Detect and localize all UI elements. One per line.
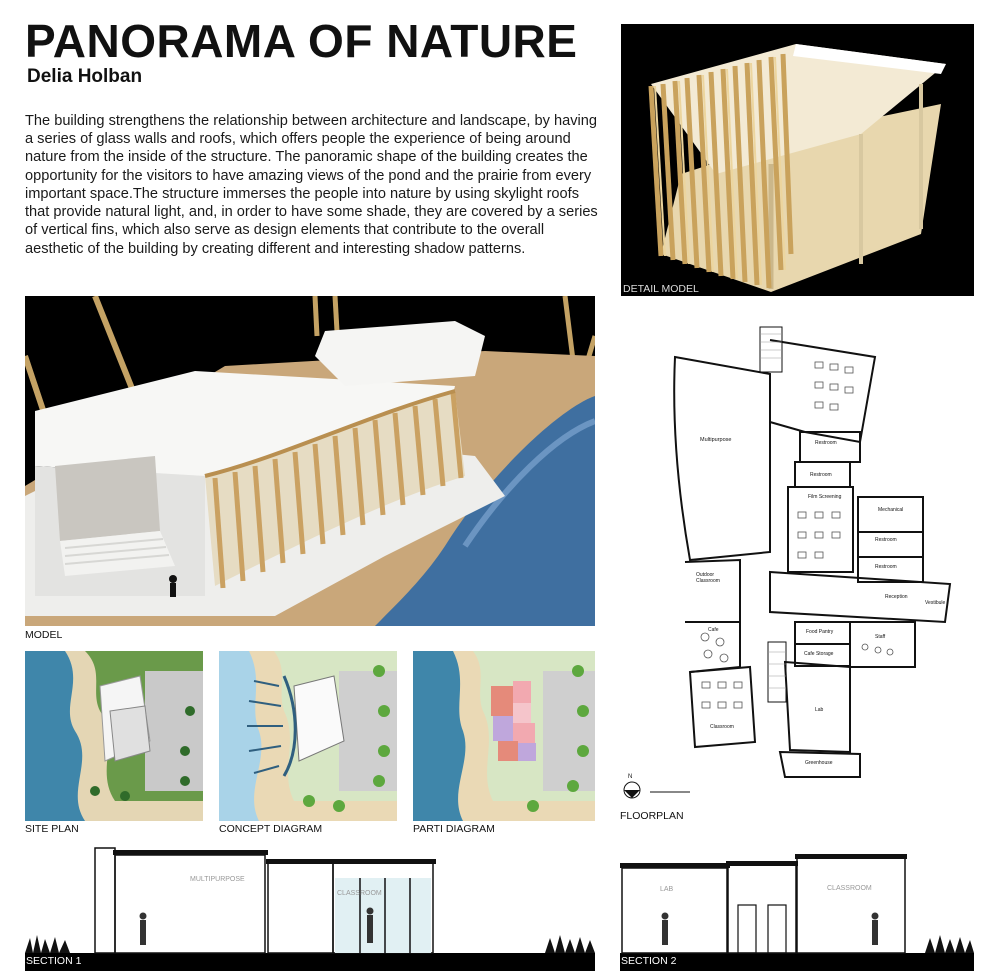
author-name: Delia Holban xyxy=(27,66,143,87)
detail-model-drawing xyxy=(621,24,974,296)
fp-restroom-d: Restroom xyxy=(875,564,897,570)
fp-cafe: Cafe xyxy=(708,627,719,633)
section1-classroom-label: CLASSROOM xyxy=(337,890,382,897)
section-2-drawing xyxy=(620,843,974,971)
fp-greenhouse: Greenhouse xyxy=(805,760,833,766)
fp-vestibule: Vestibule xyxy=(925,600,946,606)
section-2-caption: SECTION 2 xyxy=(621,955,677,967)
concept-diagram-caption: CONCEPT DIAGRAM xyxy=(219,823,323,835)
fp-reception: Reception xyxy=(885,594,908,600)
site-plan-caption: SITE PLAN xyxy=(25,823,79,835)
floorplan-caption: FLOORPLAN xyxy=(620,810,684,822)
section2-lab-label: LAB xyxy=(660,886,674,893)
floorplan-drawing xyxy=(620,322,974,802)
site-plan-image xyxy=(25,651,203,821)
fp-staff: Staff xyxy=(875,634,886,640)
fp-restroom-b: Restroom xyxy=(810,472,832,478)
concept-diagram-image xyxy=(219,651,397,821)
fp-lab: Lab xyxy=(815,707,824,713)
fp-food-pantry: Food Pantry xyxy=(806,629,834,635)
parti-diagram-caption: PARTI DIAGRAM xyxy=(413,823,495,835)
parti-diagram-image xyxy=(413,651,595,821)
project-description: The building strengthens the relationship between architecture and landscape, by having a series of glass walls and roofs, which offers people the experience of being around nature from the inside of the structure. The panoramic shape of the building creates the opportunity for the visitors to have amazing views of the pond and the prairie from every important space.The structure immerses the people into nature by using skylight roofs that provide natural light, and, in order to have some shade, they are covered by a series of vertical fins, which also serve as design elements that contribute to the overall aesthetic of the building by creating different and interesting shadow patterns. xyxy=(25,113,598,257)
section2-classroom-label: CLASSROOM xyxy=(827,885,872,892)
fp-restroom-a: Restroom xyxy=(815,440,837,446)
section-1-drawing xyxy=(25,843,595,971)
detail-model-photo xyxy=(621,24,974,296)
fp-classroom: Classroom xyxy=(710,724,734,730)
fp-mechanical: Mechanical xyxy=(878,507,904,513)
fp-film-screening: Film Screening xyxy=(808,494,842,500)
section-1-caption: SECTION 1 xyxy=(26,955,82,967)
section1-multipurpose-label: MULTIPURPOSE xyxy=(190,876,245,883)
detail-model-caption: DETAIL MODEL xyxy=(623,283,699,295)
fp-outdoor-classroom: Outdoor Classroom xyxy=(696,572,720,584)
fp-cafe-storage: Cafe Storage xyxy=(804,651,834,657)
model-drawing xyxy=(25,296,595,626)
model-photo xyxy=(25,296,595,626)
fp-multipurpose: Multipurpose xyxy=(700,437,732,443)
fp-north-label: N xyxy=(628,774,633,780)
poster-title: PANORAMA OF NATURE xyxy=(25,15,578,67)
fp-restroom-c: Restroom xyxy=(875,537,897,543)
model-caption: MODEL xyxy=(25,629,63,641)
